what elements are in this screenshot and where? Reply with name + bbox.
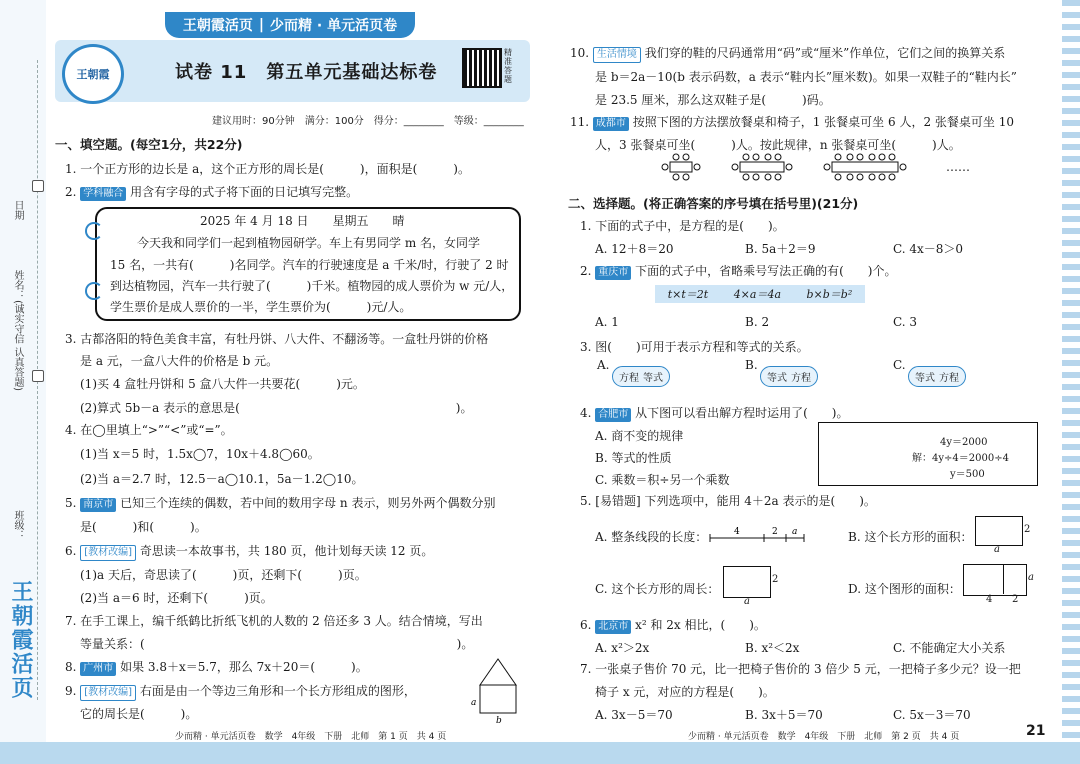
question-6: 6. [教材改编] 奇思读一本故事书，共 180 页，他计划每天读 12 页。	[65, 542, 433, 561]
rect-label: 4	[986, 594, 993, 605]
binding-hole	[32, 180, 44, 192]
region-tag: 广州市	[80, 662, 116, 676]
footer-left: 少而精 · 单元活页卷 数学 4年级 下册 北师 第 1 页 共 4 页	[175, 732, 447, 742]
choice-7: 7. 一张桌子售价 70 元，比一把椅子售价的 3 倍少 5 元，一把椅子多少元？设一把	[580, 662, 1021, 676]
source-tag: [教材改编]	[80, 545, 136, 561]
question-8: 8. 广州市 如果 3.8＋x＝5.7，那么 7x＋20＝( )。	[65, 660, 368, 674]
venn-c: 等式 方程	[908, 366, 966, 387]
choice-7-option-b: B. 3x＋5＝70	[745, 708, 823, 722]
ring-icon	[85, 282, 103, 300]
region-tag: 重庆市	[595, 266, 631, 280]
divider	[1003, 564, 1004, 594]
section-multiple-choice: 二、选择题。(将正确答案的序号填在括号里)(21分)	[568, 196, 859, 211]
question-3-2: (2)算式 5b－a 表示的意思是( )。	[80, 401, 473, 415]
choice-2: 2. 重庆市 下面的式子中，省略乘号写法正确的有( )个。	[580, 264, 897, 278]
question-10: 10. 生活情境 我们穿的鞋的尺码通常用“码”或“厘米”作单位，它们之间的换算关系	[570, 44, 1005, 63]
rect-label: 2	[772, 574, 779, 585]
choice-6-option-b: B. x²＜2x	[745, 641, 800, 655]
diary-line: 到达植物园，汽车一共行驶了( )千米。植物园的成人票价为 w 元/人，	[110, 279, 514, 293]
diary-line: 今天我和同学们一起到植物园研学。车上有男同学 m 名，女同学	[137, 236, 481, 250]
question-3: 3. 古都洛阳的特色美食丰富，有牡丹饼、八大件、不翻汤等。一盒牡丹饼的价格	[65, 332, 489, 346]
ring-icon	[85, 222, 103, 240]
rect-label: a	[1028, 572, 1034, 583]
banner-series: 少而精 · 单元活页卷	[270, 18, 398, 34]
choice-2-option-c: C. 3	[893, 315, 918, 329]
choice-1-option-a: A. 12＋8＝20	[595, 242, 674, 256]
page-edge-decoration	[1062, 0, 1080, 764]
question-10-cont: 是 23.5 厘米，那么这双鞋子是( )码。	[595, 93, 831, 107]
choice-7-cont: 椅子 x 元，对应的方程是( )。	[595, 685, 775, 699]
strip-class-label: 班级：	[12, 510, 23, 540]
qr-code[interactable]	[462, 48, 502, 88]
tricky-tag: [易错题]	[595, 494, 641, 508]
choice-6: 6. 北京市 x² 和 2x 相比，( )。	[580, 618, 766, 632]
segment-label: 4	[734, 527, 740, 537]
binding-hole	[32, 370, 44, 382]
choice-3-option-c: C.	[893, 358, 906, 372]
region-tag: 成都市	[593, 117, 629, 131]
venn-b: 等式 方程	[760, 366, 818, 387]
brand-logo-vertical: 王朝霞活页	[8, 580, 34, 700]
question-10-cont: 是 b＝2a－10(b 表示码数，a 表示“鞋内长”厘米数)。如果一双鞋子的“鞋内长”	[595, 70, 1017, 84]
balance-equation: 4y＝2000	[940, 437, 988, 448]
question-4-2: (2)当 a＝2.7 时，12.5－a◯10.1，5a－1.2◯10。	[80, 472, 364, 486]
page-title: 试卷 11 第五单元基础达标卷	[175, 62, 438, 83]
segment-label: 2	[772, 527, 778, 537]
choice-7-option-c: C. 5x－3＝70	[893, 708, 971, 722]
venn-a: 方程 等式	[612, 366, 670, 387]
choice-5: 5. [易错题] 下列选项中，能用 4＋2a 表示的是( )。	[580, 494, 876, 508]
triangle-rectangle-figure	[470, 655, 530, 725]
context-tag: 生活情境	[593, 47, 641, 63]
choice-1: 1. 下面的式子中，是方程的是( )。	[580, 219, 785, 233]
banner-brand: 王朝霞活页	[182, 18, 253, 34]
balance-equation: 解：4y÷4＝2000÷4	[912, 453, 1009, 464]
rect-label: a	[994, 544, 1000, 555]
question-9: 9. [教材改编] 右面是由一个等边三角形和一个长方形组成的图形，	[65, 682, 416, 701]
choice-3: 3. 图( )可用于表示方程和等式的关系。	[580, 340, 809, 354]
rect-label: 2	[1024, 524, 1031, 535]
question-9-cont: 它的周长是( )。	[80, 707, 198, 721]
strip-name-label: 姓名：(诚实守信 认真答题)	[12, 270, 23, 391]
region-tag: 南京市	[80, 498, 116, 512]
source-tag: [教材改编]	[80, 685, 136, 701]
rect-label: a	[744, 596, 750, 607]
balance-equation: y＝500	[950, 469, 985, 480]
figure-label-a: a	[471, 698, 477, 708]
question-6-1: (1)a 天后，奇思读了( )页，还剩下( )页。	[80, 568, 367, 582]
choice-1-option-c: C. 4x－8＞0	[893, 242, 964, 256]
choice-5-option-b: B. 这个长方形的面积：	[848, 530, 973, 544]
composite-rect-figure	[963, 564, 1027, 596]
choice-4: 4. 合肥市 从下图可以看出解方程时运用了( )。	[580, 406, 849, 420]
choice-4-option-b: B. 等式的性质	[595, 451, 672, 465]
choice-3-option-a: A.	[597, 358, 610, 372]
ellipsis: ……	[946, 160, 970, 174]
bottom-band	[0, 742, 1080, 764]
figure-label-b: b	[496, 716, 502, 725]
rectangle-figure	[723, 566, 771, 598]
equation-strip	[655, 285, 865, 303]
choice-4-option-c: C. 乘数＝积÷另一个乘数	[595, 473, 730, 487]
question-4-1: (1)当 x＝5 时，1.5x◯7，10x＋4.8◯60。	[80, 447, 320, 461]
question-4: 4. 在◯里填上“>”“<”或“=”。	[65, 423, 233, 437]
choice-3-option-b: B.	[745, 358, 758, 372]
page-number: 21	[1026, 723, 1046, 739]
region-tag: 合肥市	[595, 408, 631, 422]
rectangle-figure	[975, 516, 1023, 546]
question-6-2: (2)当 a＝6 时，还剩下( )页。	[80, 591, 273, 605]
diary-line: 学生票价是成人票价的一半，学生票价为( )元/人。	[110, 300, 412, 314]
qr-caption: 精准答题	[504, 48, 512, 84]
question-11-cont: 人，3 张餐桌可坐( )人。按此规律，n 张餐桌可坐( )人。	[595, 138, 961, 152]
equation: b×b＝b²	[806, 288, 853, 301]
exam-meta: 建议用时：90分钟 满分：100分 得分：________ 等级：________	[212, 116, 524, 127]
publisher-logo: 王朝霞	[62, 44, 124, 104]
question-3-1: (1)买 4 盒牡丹饼和 5 盒八大件一共要花( )元。	[80, 377, 365, 391]
segment-label: a	[792, 527, 798, 537]
question-11: 11. 成都市 按照下图的方法摆放餐桌和椅子，1 张餐桌可坐 6 人，2 张餐桌可坐 10	[570, 115, 1014, 129]
footer-right: 少而精 · 单元活页卷 数学 4年级 下册 北师 第 2 页 共 4 页	[688, 732, 960, 742]
region-tag: 北京市	[595, 620, 631, 634]
series-banner: 王朝霞活页 | 少而精 · 单元活页卷	[165, 12, 415, 38]
choice-6-option-a: A. x²＞2x	[595, 641, 650, 655]
section-fill-blank: 一、填空题。(每空1分，共22分)	[55, 137, 243, 152]
table-pattern-figure	[660, 152, 960, 182]
choice-5-option-a: A. 整条线段的长度：	[595, 530, 708, 544]
equation: 4×a＝4a	[733, 288, 782, 301]
choice-6-option-c: C. 不能确定大小关系	[893, 641, 1006, 655]
choice-5-option-c: C. 这个长方形的周长：	[595, 582, 720, 596]
question-2: 2. 学科融合 用含有字母的式子将下面的日记填写完整。	[65, 185, 359, 199]
question-1: 1. 一个正方形的边长是 a，这个正方形的周长是( )，面积是( )。	[65, 162, 470, 176]
question-7-cont: 等量关系：( )。	[80, 637, 474, 651]
question-7: 7. 在手工课上，编千纸鹤比折纸飞机的人数的 2 倍还多 3 人。结合情境，写出	[65, 614, 483, 628]
question-5: 5. 南京市 已知三个连续的偶数，若中间的数用字母 n 表示，则另外两个偶数分别	[65, 496, 496, 510]
subject-tag: 学科融合	[80, 187, 126, 201]
strip-date-label: 日期	[12, 200, 23, 220]
choice-5-option-d: D. 这个图形的面积：	[848, 582, 961, 596]
diary-date: 2025 年 4 月 18 日 星期五 晴	[200, 214, 405, 228]
question-5-cont: 是( )和( )。	[80, 520, 207, 534]
diary-line: 15 名，一共有( )名同学。汽车的行驶速度是 a 千米/时，行驶了 2 时	[110, 258, 509, 272]
choice-2-option-b: B. 2	[745, 315, 770, 329]
choice-7-option-a: A. 3x－5＝70	[595, 708, 673, 722]
choice-2-option-a: A. 1	[595, 315, 619, 329]
choice-1-option-b: B. 5a＋2＝9	[745, 242, 816, 256]
question-3-cont: 是 a 元，一盒八大件的价格是 b 元。	[80, 354, 279, 368]
rect-label: 2	[1012, 594, 1019, 605]
segment-figure	[708, 524, 808, 544]
equation: t×t＝2t	[667, 288, 709, 301]
choice-4-option-a: A. 商不变的规律	[595, 429, 684, 443]
